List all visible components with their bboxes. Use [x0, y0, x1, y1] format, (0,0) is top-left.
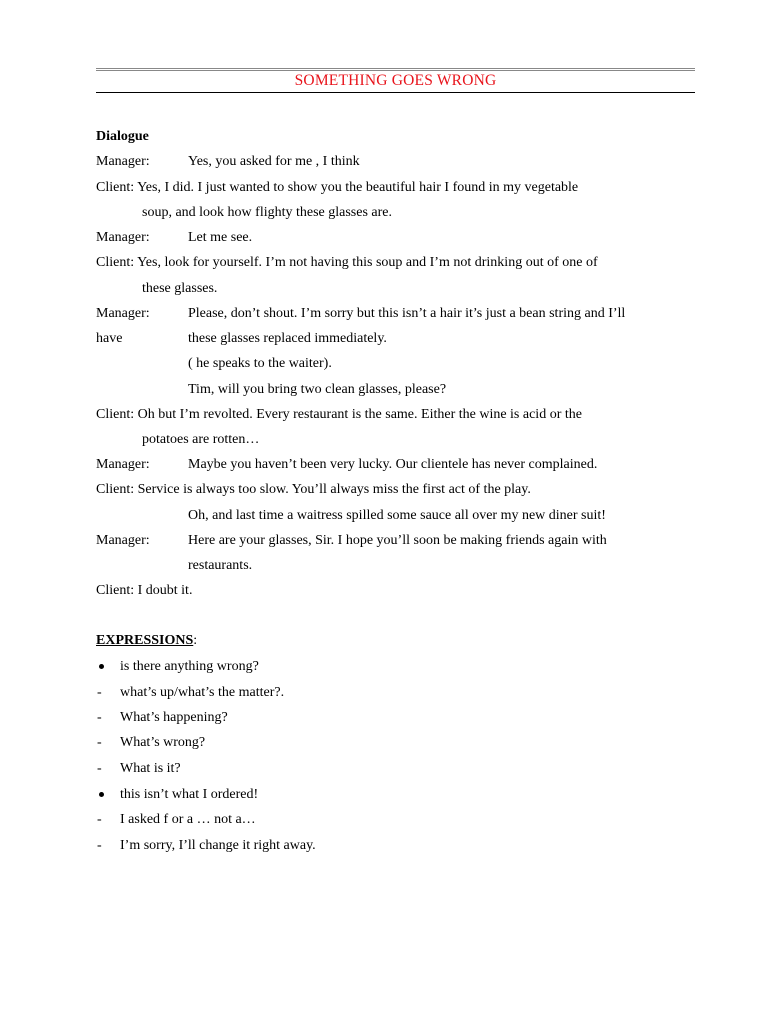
- speaker-manager: Manager:: [96, 533, 150, 548]
- speaker-manager: Manager:: [96, 154, 150, 169]
- dialogue-line: Client: Yes, look for yourself. I’m not having this soup and I’m not drinking out of one of: [96, 255, 598, 270]
- speaker-manager: Manager:: [96, 457, 150, 472]
- expressions-heading: [96, 633, 197, 649]
- dialogue-line: Maybe you haven’t been very lucky. Our clientele has never complained.: [188, 457, 598, 472]
- list-item: is there anything wrong?: [120, 659, 259, 674]
- dialogue-line-continuation: these glasses replaced immediately.: [188, 331, 387, 346]
- dialogue-line: Yes, you asked for me , I think: [188, 154, 360, 169]
- dash-marker: -: [97, 838, 102, 853]
- dialogue-line: Client: Service is always too slow. You’ll always miss the first act of the play.: [96, 482, 531, 497]
- dialogue-line-continuation: restaurants.: [188, 558, 253, 573]
- dialogue-line: Let me see.: [188, 230, 253, 245]
- stage-direction: ( he speaks to the waiter).: [188, 356, 332, 371]
- bullet-icon: [99, 664, 104, 669]
- list-item: I’m sorry, I’ll change it right away.: [120, 838, 316, 853]
- dialogue-line-continuation: Oh, and last time a waitress spilled some sauce all over my new diner suit!: [188, 508, 606, 523]
- dialogue-line-continuation: these glasses.: [142, 281, 218, 296]
- dialogue-line: Client: Oh but I’m revolted. Every restaurant is the same. Either the wine is acid or the: [96, 407, 582, 422]
- dialogue-line-continuation: Tim, will you bring two clean glasses, please?: [188, 382, 447, 397]
- dialogue-heading: Dialogue: [96, 129, 149, 144]
- dialogue-line: Client: I doubt it.: [96, 583, 193, 598]
- speaker-manager: Manager:: [96, 230, 150, 245]
- dialogue-line: Client: Yes, I did. I just wanted to show you the beautiful hair I found in my vegetable: [96, 180, 579, 195]
- dash-marker: -: [97, 761, 102, 776]
- list-item: What’s happening?: [120, 710, 228, 725]
- dash-marker: -: [97, 735, 102, 750]
- dash-marker: -: [97, 812, 102, 827]
- expressions-heading-text: EXPRESSIONS: [96, 633, 194, 648]
- dialogue-line: Here are your glasses, Sir. I hope you’ll soon be making friends again with: [188, 533, 607, 548]
- list-item: I asked f or a … not a…: [120, 812, 256, 827]
- speaker-manager: Manager:: [96, 306, 150, 321]
- dash-marker: -: [97, 685, 102, 700]
- title-bottom-rule: [96, 92, 695, 93]
- list-item: What is it?: [120, 761, 181, 776]
- bullet-icon: [99, 792, 104, 797]
- dialogue-line: Please, don’t shout. I’m sorry but this isn’t a hair it’s just a bean string and I’ll: [188, 306, 626, 321]
- list-item: this isn’t what I ordered!: [120, 787, 259, 802]
- dialogue-line-continuation: soup, and look how flighty these glasses are.: [142, 205, 393, 220]
- page-title: SOMETHING GOES WRONG: [294, 72, 497, 89]
- dialogue-line-continuation: potatoes are rotten…: [142, 432, 260, 447]
- list-item: What’s wrong?: [120, 735, 206, 750]
- speaker-continuation: have: [96, 331, 123, 346]
- list-item: what’s up/what’s the matter?.: [120, 685, 285, 700]
- dash-marker: -: [97, 710, 102, 725]
- expressions-heading-colon: :: [193, 633, 198, 648]
